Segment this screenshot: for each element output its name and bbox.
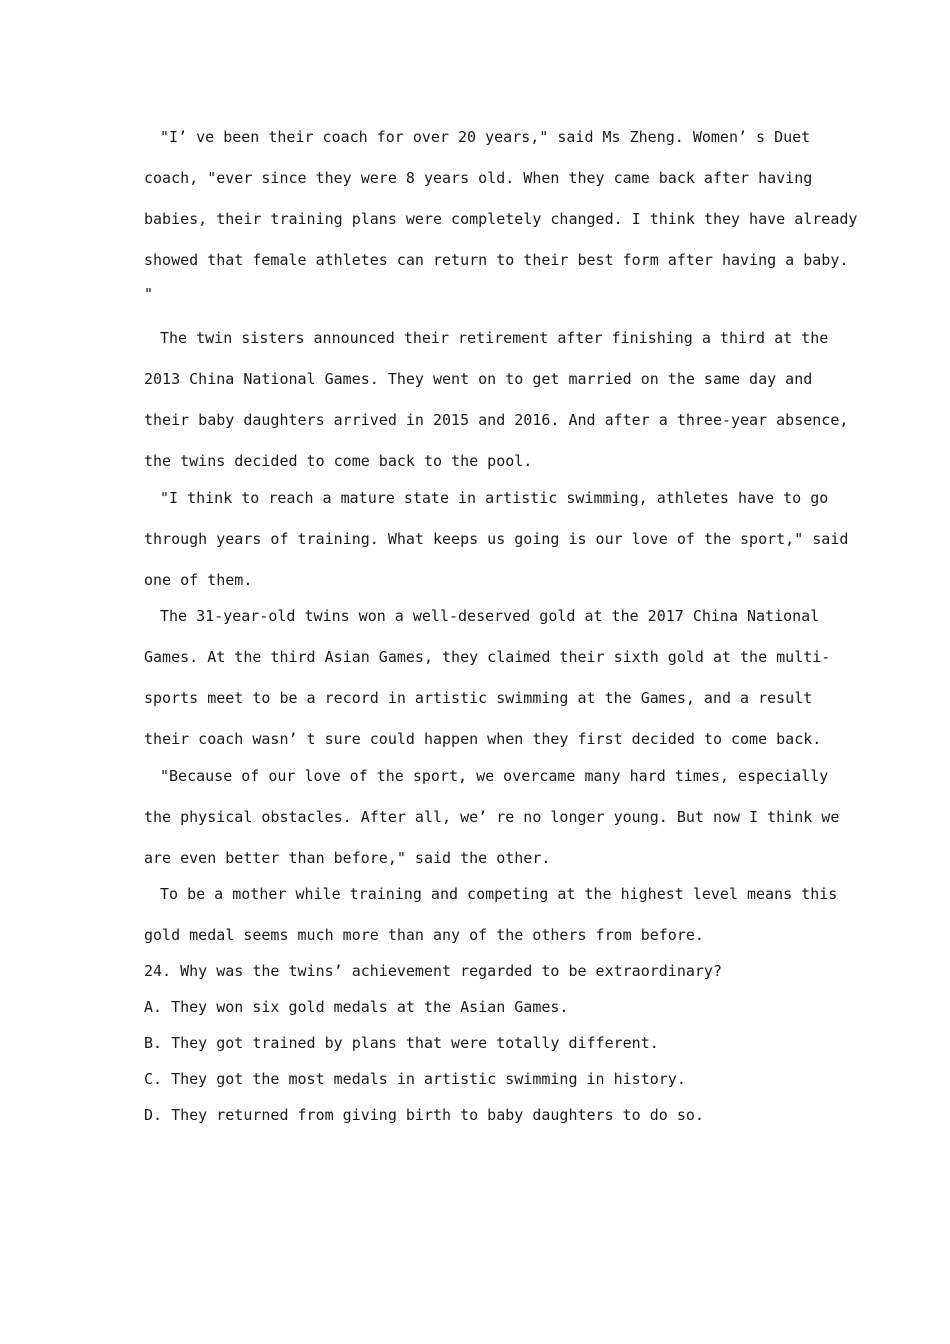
question-option-d: D. They returned from giving birth to baby daughters to do so. (144, 1106, 704, 1124)
question-option-c: C. They got the most medals in artistic swimming in history. (144, 1070, 686, 1088)
question-option-a: A. They won six gold medals at the Asian Games. (144, 998, 569, 1016)
question-option-b: B. They got trained by plans that were totally different. (144, 1034, 659, 1052)
paragraph-love-of-sport-line-2: the physical obstacles. After all, we’ re no longer young. But now I think we (144, 808, 840, 826)
paragraph-retirement-line-2: 2013 China National Games. They went on to get married on the same day and (144, 370, 813, 388)
paragraph-coach-quote-line-4: showed that female athletes can return to their best form after having a baby. (144, 251, 849, 269)
paragraph-love-of-sport-line-1: "Because of our love of the sport, we overcame many hard times, especially (160, 767, 829, 785)
paragraph-coach-quote-line-3: babies, their training plans were completely changed. I think they have already (144, 210, 858, 228)
paragraph-gold-record-line-1: The 31-year-old twins won a well-deserved gold at the 2017 China National (160, 607, 820, 625)
paragraph-mother-training-line-1: To be a mother while training and competing at the highest level means this (160, 885, 838, 903)
paragraph-coach-quote-line-5: " (144, 285, 154, 303)
paragraph-mature-state-line-3: one of them. (144, 571, 253, 589)
paragraph-gold-record-line-3: sports meet to be a record in artistic swimming at the Games, and a result (144, 689, 813, 707)
paragraph-coach-quote-line-2: coach, "ever since they were 8 years old. When they came back after having (144, 169, 813, 187)
paragraph-mother-training-line-2: gold medal seems much more than any of the others from before. (144, 926, 704, 944)
paragraph-mature-state-line-1: "I think to reach a mature state in artistic swimming, athletes have to go (160, 489, 829, 507)
paragraph-retirement-line-4: the twins decided to come back to the pool. (144, 452, 533, 470)
paragraph-retirement-line-1: The twin sisters announced their retirement after finishing a third at the (160, 329, 829, 347)
paragraph-retirement-line-3: their baby daughters arrived in 2015 and 2016. And after a three-year absence, (144, 411, 849, 429)
paragraph-gold-record-line-2: Games. At the third Asian Games, they claimed their sixth gold at the multi- (144, 648, 831, 666)
paragraph-gold-record-line-4: their coach wasn’ t sure could happen when they first decided to come back. (144, 730, 822, 748)
paragraph-love-of-sport-line-3: are even better than before," said the other. (144, 849, 551, 867)
paragraph-mature-state-line-2: through years of training. What keeps us going is our love of the sport," said (144, 530, 849, 548)
question-stem: 24. Why was the twins’ achievement regarded to be extraordinary? (144, 962, 722, 980)
paragraph-coach-quote-line-1: "I’ ve been their coach for over 20 years," said Ms Zheng. Women’ s Duet (160, 128, 811, 146)
